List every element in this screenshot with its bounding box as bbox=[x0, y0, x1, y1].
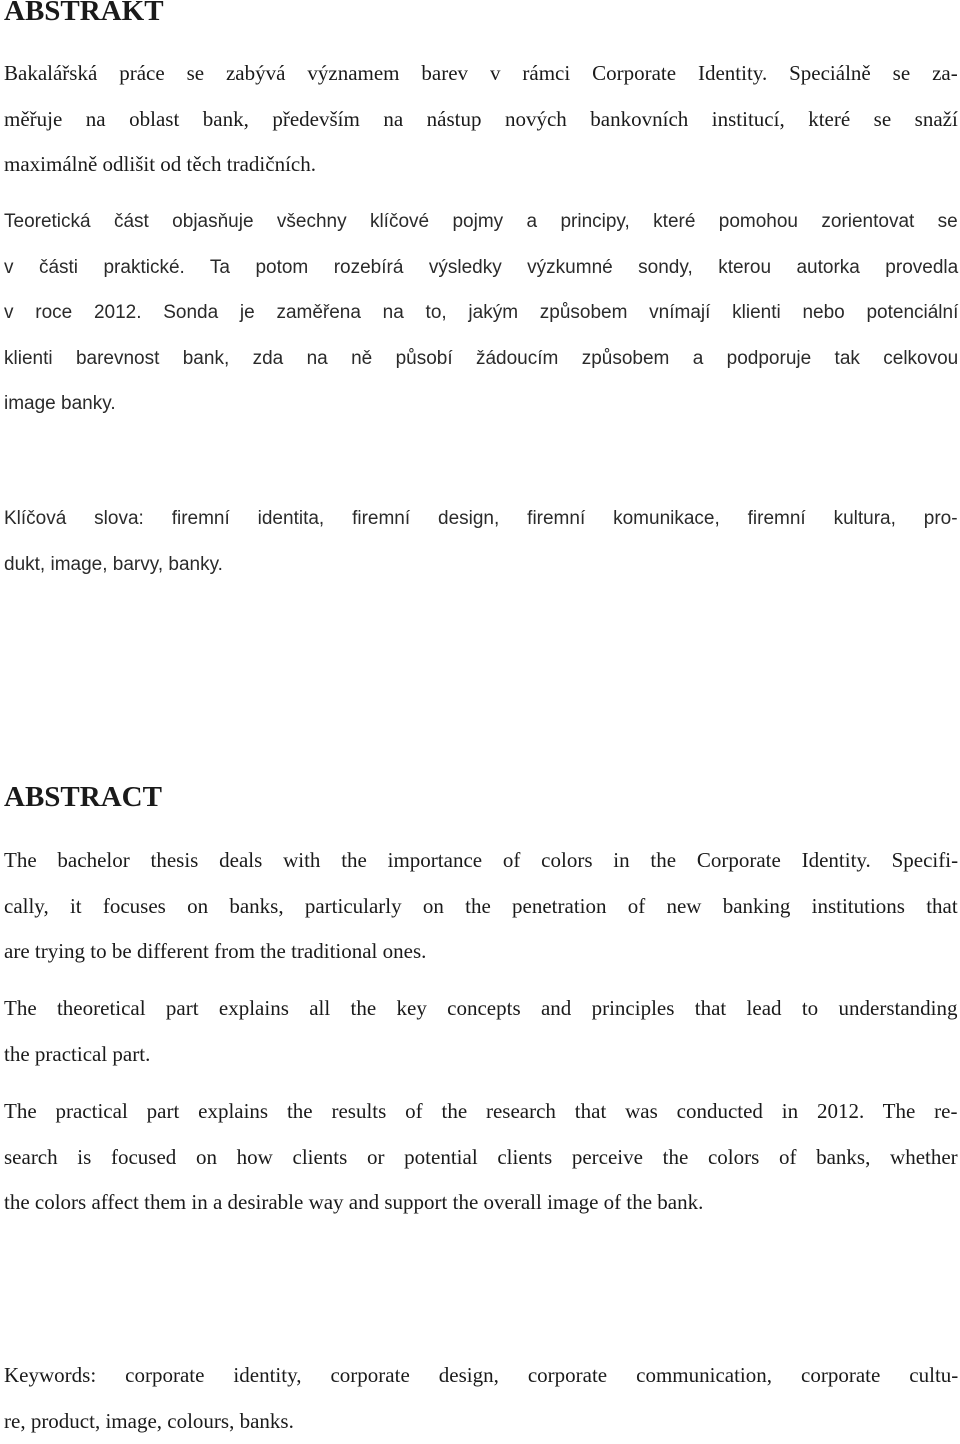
abstrakt-heading: ABSTRAKT bbox=[4, 0, 958, 28]
abstrakt-paragraph-1 bbox=[4, 51, 958, 188]
abstrakt-paragraph-2 bbox=[4, 199, 958, 427]
text-line: Klíčová slova: firemní identita, firemní design, firemní komunikace, firemní kultura, pro- bbox=[4, 496, 958, 542]
abstrakt-keywords bbox=[4, 496, 958, 587]
text-line: are trying to be different from the traditional ones. bbox=[4, 929, 958, 975]
text-line: dukt, image, barvy, banky. bbox=[4, 542, 958, 588]
text-line: The practical part explains the results of the research that was conducted in 2012. The re- bbox=[4, 1089, 958, 1135]
text-line: re, product, image, colours, banks. bbox=[4, 1399, 958, 1444]
text-line: the practical part. bbox=[4, 1032, 958, 1078]
text-line: cally, it focuses on banks, particularly on the penetration of new banking institutions that bbox=[4, 884, 958, 930]
text-line: v roce 2012. Sonda je zaměřena na to, jakým způsobem vnímají klienti nebo potenciální bbox=[4, 290, 958, 336]
text-line: maximálně odlišit od těch tradičních. bbox=[4, 142, 958, 188]
text-line: the colors affect them in a desirable way and support the overall image of the bank. bbox=[4, 1180, 958, 1226]
text-line: search is focused on how clients or potential clients perceive the colors of banks, whether bbox=[4, 1135, 958, 1181]
abstract-heading: ABSTRACT bbox=[4, 780, 958, 814]
text-line: Bakalářská práce se zabývá významem barev v rámci Corporate Identity. Speciálně se za- bbox=[4, 51, 958, 97]
text-line: Keywords: corporate identity, corporate design, corporate communication, corporate cultu- bbox=[4, 1353, 958, 1399]
text-line: The theoretical part explains all the key concepts and principles that lead to understanding bbox=[4, 986, 958, 1032]
abstract-keywords bbox=[4, 1353, 958, 1444]
text-line: v části praktické. Ta potom rozebírá výsledky výzkumné sondy, kterou autorka provedla bbox=[4, 245, 958, 291]
text-line: měřuje na oblast bank, především na nástup nových bankovních institucí, které se snaží bbox=[4, 97, 958, 143]
abstract-paragraph-2 bbox=[4, 986, 958, 1077]
abstract-paragraph-3 bbox=[4, 1089, 958, 1226]
abstract-paragraph-1 bbox=[4, 838, 958, 975]
text-line: klienti barevnost bank, zda na ně působí žádoucím způsobem a podporuje tak celkovou bbox=[4, 336, 958, 382]
text-line: The bachelor thesis deals with the importance of colors in the Corporate Identity. Specifi- bbox=[4, 838, 958, 884]
text-line: image banky. bbox=[4, 381, 958, 427]
text-line: Teoretická část objasňuje všechny klíčové pojmy a principy, které pomohou zorientovat se bbox=[4, 199, 958, 245]
